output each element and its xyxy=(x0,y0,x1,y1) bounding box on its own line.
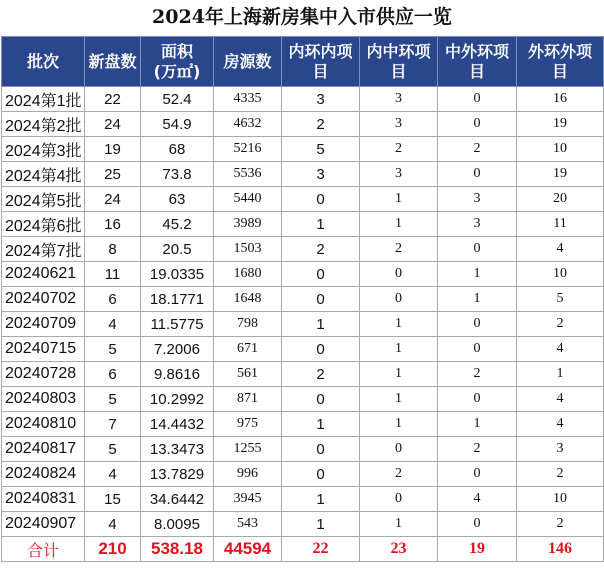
value-cell: 5 xyxy=(282,137,360,162)
total-label: 合计 xyxy=(2,537,85,562)
value-cell: 19 xyxy=(85,137,141,162)
total-value: 44594 xyxy=(214,537,282,562)
value-cell: 0 xyxy=(438,462,517,487)
value-cell: 0 xyxy=(282,187,360,212)
value-cell: 1 xyxy=(360,412,438,437)
value-cell: 1 xyxy=(438,287,517,312)
batch-cell: 20240702 xyxy=(2,287,85,312)
batch-cell: 20240709 xyxy=(2,312,85,337)
value-cell: 68 xyxy=(141,137,214,162)
value-cell: 0 xyxy=(438,162,517,187)
value-cell: 11.5775 xyxy=(141,312,214,337)
value-cell: 3989 xyxy=(214,212,282,237)
value-cell: 52.4 xyxy=(141,87,214,112)
value-cell: 1 xyxy=(438,412,517,437)
value-cell: 3 xyxy=(517,437,604,462)
value-cell: 14.4432 xyxy=(141,412,214,437)
value-cell: 0 xyxy=(438,337,517,362)
batch-cell: 2024第1批 xyxy=(2,87,85,112)
value-cell: 0 xyxy=(438,512,517,537)
value-cell: 798 xyxy=(214,312,282,337)
batch-cell: 20240817 xyxy=(2,437,85,462)
batch-cell: 20240803 xyxy=(2,387,85,412)
value-cell: 13.3473 xyxy=(141,437,214,462)
value-cell: 6 xyxy=(85,287,141,312)
value-cell: 3 xyxy=(282,87,360,112)
value-cell: 975 xyxy=(214,412,282,437)
value-cell: 1 xyxy=(360,337,438,362)
value-cell: 561 xyxy=(214,362,282,387)
value-cell: 54.9 xyxy=(141,112,214,137)
table-body xyxy=(2,87,604,562)
value-cell: 24 xyxy=(85,187,141,212)
total-value: 210 xyxy=(85,537,141,562)
table-row xyxy=(2,312,604,337)
value-cell: 0 xyxy=(360,287,438,312)
value-cell: 1 xyxy=(438,262,517,287)
value-cell: 0 xyxy=(282,262,360,287)
table-row xyxy=(2,112,604,137)
table-row xyxy=(2,212,604,237)
value-cell: 0 xyxy=(282,387,360,412)
table-row xyxy=(2,462,604,487)
value-cell: 5 xyxy=(85,437,141,462)
value-cell: 0 xyxy=(438,312,517,337)
value-cell: 7 xyxy=(85,412,141,437)
value-cell: 1 xyxy=(282,512,360,537)
value-cell: 2 xyxy=(438,137,517,162)
value-cell: 2 xyxy=(517,512,604,537)
value-cell: 10 xyxy=(517,262,604,287)
value-cell: 0 xyxy=(360,262,438,287)
value-cell: 2 xyxy=(282,237,360,262)
value-cell: 4335 xyxy=(214,87,282,112)
value-cell: 0 xyxy=(438,237,517,262)
column-header: 中外环项 目 xyxy=(438,37,517,87)
value-cell: 15 xyxy=(85,487,141,512)
column-header: 新盘数 xyxy=(85,37,141,87)
value-cell: 1648 xyxy=(214,287,282,312)
table-title: 2024年上海新房集中入市供应一览 xyxy=(152,6,452,28)
value-cell: 1 xyxy=(360,187,438,212)
value-cell: 0 xyxy=(360,487,438,512)
value-cell: 3 xyxy=(360,87,438,112)
value-cell: 0 xyxy=(438,112,517,137)
value-cell: 5216 xyxy=(214,137,282,162)
total-row xyxy=(2,537,604,562)
column-header: 内中环项 目 xyxy=(360,37,438,87)
batch-cell: 2024第5批 xyxy=(2,187,85,212)
value-cell: 5536 xyxy=(214,162,282,187)
value-cell: 4632 xyxy=(214,112,282,137)
column-header: 内环内项 目 xyxy=(282,37,360,87)
value-cell: 5 xyxy=(85,337,141,362)
table-row xyxy=(2,362,604,387)
value-cell: 1 xyxy=(360,312,438,337)
value-cell: 16 xyxy=(85,212,141,237)
value-cell: 5440 xyxy=(214,187,282,212)
batch-cell: 20240907 xyxy=(2,512,85,537)
value-cell: 13.7829 xyxy=(141,462,214,487)
batch-cell: 20240810 xyxy=(2,412,85,437)
table-row xyxy=(2,237,604,262)
value-cell: 4 xyxy=(438,487,517,512)
total-value: 146 xyxy=(517,537,604,562)
value-cell: 4 xyxy=(517,387,604,412)
value-cell: 22 xyxy=(85,87,141,112)
value-cell: 20 xyxy=(517,187,604,212)
batch-cell: 20240715 xyxy=(2,337,85,362)
column-header: 外环外项 目 xyxy=(517,37,604,87)
value-cell: 3945 xyxy=(214,487,282,512)
value-cell: 11 xyxy=(517,212,604,237)
value-cell: 2 xyxy=(360,137,438,162)
value-cell: 1255 xyxy=(214,437,282,462)
table-row xyxy=(2,412,604,437)
value-cell: 2 xyxy=(438,362,517,387)
batch-cell: 20240728 xyxy=(2,362,85,387)
value-cell: 1680 xyxy=(214,262,282,287)
value-cell: 34.6442 xyxy=(141,487,214,512)
value-cell: 1 xyxy=(282,412,360,437)
total-value: 19 xyxy=(438,537,517,562)
value-cell: 19.0335 xyxy=(141,262,214,287)
value-cell: 63 xyxy=(141,187,214,212)
column-header: 面积 (万㎡) xyxy=(141,37,214,87)
value-cell: 4 xyxy=(517,337,604,362)
column-header: 批次 xyxy=(2,37,85,87)
value-cell: 2 xyxy=(438,437,517,462)
value-cell: 0 xyxy=(282,337,360,362)
batch-cell: 2024第7批 xyxy=(2,237,85,262)
table-row xyxy=(2,162,604,187)
batch-cell: 20240831 xyxy=(2,487,85,512)
value-cell: 19 xyxy=(517,112,604,137)
table-row xyxy=(2,262,604,287)
batch-cell: 2024第3批 xyxy=(2,137,85,162)
value-cell: 5 xyxy=(517,287,604,312)
value-cell: 4 xyxy=(85,312,141,337)
value-cell: 0 xyxy=(438,87,517,112)
value-cell: 871 xyxy=(214,387,282,412)
value-cell: 1 xyxy=(360,387,438,412)
value-cell: 45.2 xyxy=(141,212,214,237)
table-row xyxy=(2,287,604,312)
value-cell: 1 xyxy=(282,212,360,237)
value-cell: 1 xyxy=(360,512,438,537)
value-cell: 16 xyxy=(517,87,604,112)
table-row xyxy=(2,337,604,362)
value-cell: 4 xyxy=(517,237,604,262)
batch-cell: 2024第2批 xyxy=(2,112,85,137)
header-row xyxy=(2,37,604,87)
batch-cell: 2024第6批 xyxy=(2,212,85,237)
value-cell: 73.8 xyxy=(141,162,214,187)
value-cell: 0 xyxy=(282,287,360,312)
value-cell: 0 xyxy=(282,462,360,487)
value-cell: 1 xyxy=(360,362,438,387)
value-cell: 2 xyxy=(360,462,438,487)
value-cell: 543 xyxy=(214,512,282,537)
total-value: 22 xyxy=(282,537,360,562)
value-cell: 11 xyxy=(85,262,141,287)
table-row xyxy=(2,487,604,512)
value-cell: 10.2992 xyxy=(141,387,214,412)
value-cell: 10 xyxy=(517,487,604,512)
table-row xyxy=(2,437,604,462)
value-cell: 0 xyxy=(360,437,438,462)
batch-cell: 20240824 xyxy=(2,462,85,487)
value-cell: 3 xyxy=(438,212,517,237)
value-cell: 0 xyxy=(438,387,517,412)
value-cell: 6 xyxy=(85,362,141,387)
value-cell: 5 xyxy=(85,387,141,412)
value-cell: 7.2006 xyxy=(141,337,214,362)
column-header: 房源数 xyxy=(214,37,282,87)
value-cell: 19 xyxy=(517,162,604,187)
value-cell: 1503 xyxy=(214,237,282,262)
value-cell: 2 xyxy=(360,237,438,262)
batch-cell: 20240621 xyxy=(2,262,85,287)
value-cell: 3 xyxy=(360,112,438,137)
total-value: 23 xyxy=(360,537,438,562)
value-cell: 1 xyxy=(282,312,360,337)
value-cell: 20.5 xyxy=(141,237,214,262)
table-row xyxy=(2,87,604,112)
value-cell: 3 xyxy=(360,162,438,187)
table-row xyxy=(2,137,604,162)
table-row xyxy=(2,512,604,537)
value-cell: 1 xyxy=(282,487,360,512)
batch-cell: 2024第4批 xyxy=(2,162,85,187)
value-cell: 2 xyxy=(517,312,604,337)
value-cell: 2 xyxy=(282,362,360,387)
value-cell: 3 xyxy=(438,187,517,212)
value-cell: 24 xyxy=(85,112,141,137)
value-cell: 8 xyxy=(85,237,141,262)
value-cell: 4 xyxy=(85,512,141,537)
value-cell: 10 xyxy=(517,137,604,162)
value-cell: 996 xyxy=(214,462,282,487)
value-cell: 9.8616 xyxy=(141,362,214,387)
table-row xyxy=(2,387,604,412)
value-cell: 3 xyxy=(282,162,360,187)
value-cell: 18.1771 xyxy=(141,287,214,312)
table-row xyxy=(2,187,604,212)
value-cell: 8.0095 xyxy=(141,512,214,537)
value-cell: 2 xyxy=(282,112,360,137)
value-cell: 0 xyxy=(282,437,360,462)
value-cell: 4 xyxy=(517,412,604,437)
supply-table xyxy=(1,36,604,562)
value-cell: 2 xyxy=(517,462,604,487)
total-value: 538.18 xyxy=(141,537,214,562)
value-cell: 1 xyxy=(517,362,604,387)
value-cell: 671 xyxy=(214,337,282,362)
value-cell: 1 xyxy=(360,212,438,237)
value-cell: 25 xyxy=(85,162,141,187)
value-cell: 4 xyxy=(85,462,141,487)
